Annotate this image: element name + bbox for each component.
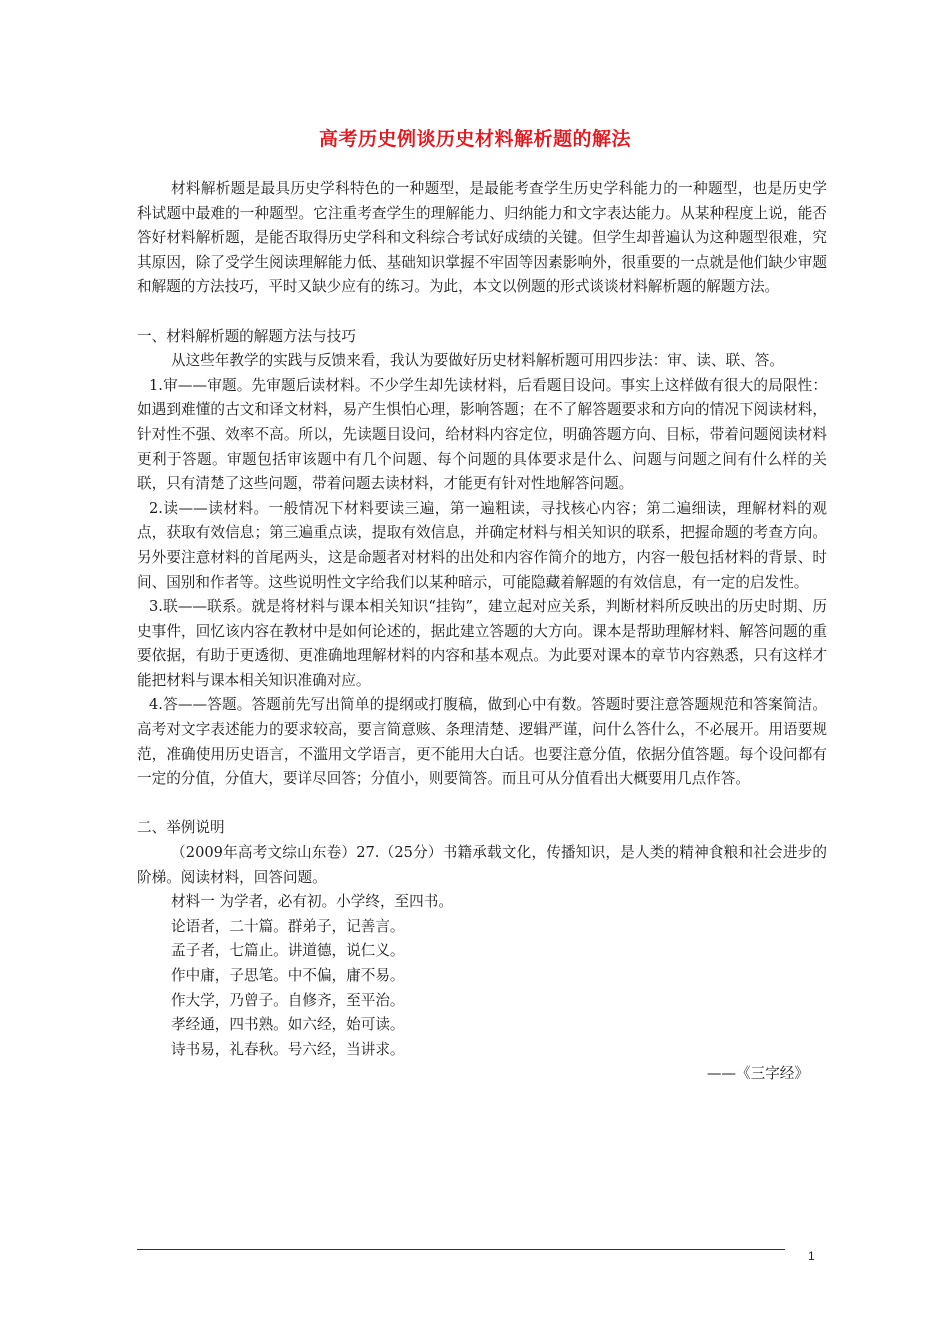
document-body xyxy=(137,177,827,1087)
page-number: 1 xyxy=(808,1249,815,1263)
material-line: 作大学，乃曾子。自修齐，至平治。 xyxy=(171,991,405,1009)
section2-heading: 二、举例说明 xyxy=(137,819,225,837)
step2-paragraph: 2.读——读材料。一般情况下材料要读三遍，第一遍粗读，寻找核心内容；第二遍细读，理解材料的观点，获取有效信息；第三遍重点读，提取有效信息，并确定材料与相关知识的联系，把握命题的考查方向。另外要注意材料的首尾两头，这是命题者对材料的出处和内容作简介的地方，内容一般包括材料的背景、时间、国别和作者等。这些说明性文字给我们以某种暗示，可能隐藏着解题的有效信息，有一定的启发性。 xyxy=(137,499,827,591)
spacer xyxy=(137,300,827,325)
document-title: 高考历史例谈历史材料解析题的解法 xyxy=(318,128,631,150)
material-line: 材料一 为学者，必有初。小学终，至四书。 xyxy=(171,893,453,911)
example-intro: （2009年高考文综山东卷）27.（25分）书籍承载文化，传播知识，是人类的精神食粮和社会进步的阶梯。阅读材料，回答问题。 xyxy=(137,844,827,886)
footer-rule xyxy=(137,1249,785,1250)
material-line: 孝经通，四书熟。如六经，始可读。 xyxy=(171,1016,405,1034)
spacer xyxy=(137,792,827,817)
step4-paragraph: 4.答——答题。答题前先写出简单的提纲或打腹稿，做到心中有数。答题时要注意答题规范和答案简洁。高考对文字表述能力的要求较高，要言简意赅、条理清楚、逻辑严谨，问什么答什么，不必展开。用语要规范，准确使用历史语言，不滥用文学语言，更不能用大白话。也要注意分值，依据分值答题。每个设问都有一定的分值，分值大，要详尽回答；分值小，则要简答。而且可从分值看出大概要用几点作答。 xyxy=(137,696,827,788)
material-line: 孟子者，七篇止。讲道德，说仁义。 xyxy=(171,942,405,960)
step3-paragraph: 3.联——联系。就是将材料与课本相关知识“挂钩”，建立起对应关系，判断材料所反映出的历史时期、历史事件，回忆该内容在教材中是如何论述的，据此建立答题的大方向。课本是帮助理解材料、解答问题的重要依据，有助于更透彻、更准确地理解材料的内容和基本观点。为此要对课本的章节内容熟悉，只有这样才能把材料与课本相关知识准确对应。 xyxy=(137,598,827,689)
intro-paragraph: 材料解析题是最具历史学科特色的一种题型，是最能考查学生历史学科能力的一种题型，也是历史学科试题中最难的一种题型。它注重考查学生的理解能力、归纳能力和文字表达能力。从某种程度上说，能否答好材料解析题，是能否取得历史学科和文科综合考试好成绩的关键。但学生却普遍认为这种题型很难，究其原因，除了受学生阅读理解能力低、基础知识掌握不牢固等因素影响外，很重要的一点就是他们缺少审题和解题的方法技巧，平时又缺少应有的练习。为此，本文以例题的形式谈谈材料解析题的解题方法。 xyxy=(137,180,827,296)
step1-paragraph: 1.审——审题。先审题后读材料。不少学生却先读材料，后看题目设问。事实上这样做有很大的局限性：如遇到难懂的古文和译文材料，易产生惧怕心理，影响答题；在不了解答题要求和方向的情况下阅读材料，针对性不强、效率不高。所以，先读题目设问，给材料内容定位，明确答题方向、目标，带着问题阅读材料更利于答题。审题包括审该题中有几个问题、每个问题的具体要求是什么、问题与问题之间有什么样的关联，只有清楚了这些问题，带着问题去读材料，才能更有针对性地解答问题。 xyxy=(137,376,827,493)
material-line: 诗书易，礼春秋。号六经，当讲求。 xyxy=(171,1040,405,1058)
material-source: ——《三字经》 xyxy=(706,1065,809,1083)
section1-heading: 一、材料解析题的解题方法与技巧 xyxy=(137,327,356,345)
material-line: 作中庸，子思笔。中不偏，庸不易。 xyxy=(171,967,405,984)
section1-lead: 从这些年教学的实践与反馈来看，我认为要做好历史材料解析题可用四步法：审、读、联、答。 xyxy=(171,352,784,370)
material-line: 论语者，二十篇。群弟子，记善言。 xyxy=(171,917,405,935)
